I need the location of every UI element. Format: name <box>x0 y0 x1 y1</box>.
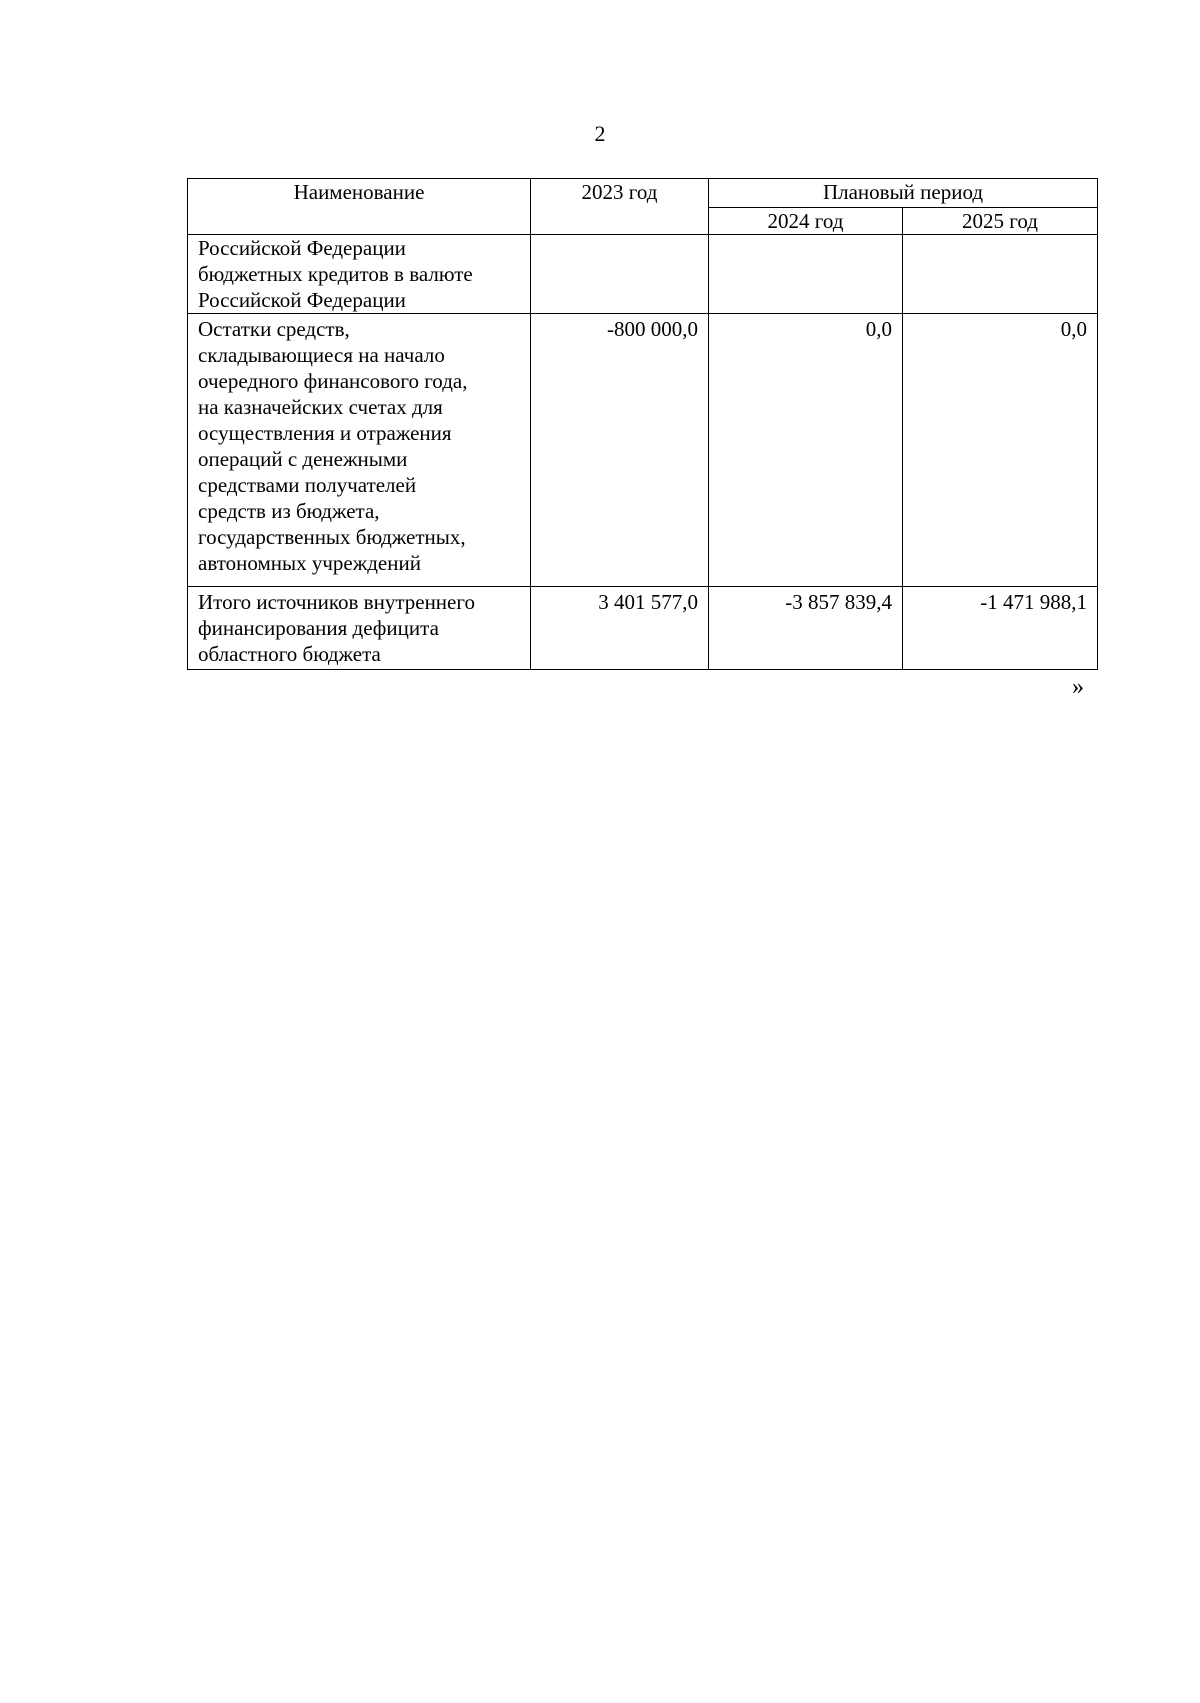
table-row <box>188 587 1098 670</box>
closing-quote: » <box>1072 674 1084 700</box>
value-2025: 0,0 <box>903 314 1098 587</box>
value-2025 <box>903 235 1098 314</box>
row-name-line: финансирования дефицита <box>198 616 439 640</box>
row-name-line: операций с денежными <box>198 447 408 471</box>
table-header-row <box>188 179 1098 208</box>
row-name-line: Итого источников внутреннего <box>198 590 475 614</box>
budget-sources-table <box>187 178 1098 670</box>
row-name-line: областного бюджета <box>198 642 381 666</box>
row-name-line: государственных бюджетных, <box>198 525 466 549</box>
value-2024: -3 857 839,4 <box>709 587 903 670</box>
row-name-line: Остатки средств, <box>198 317 350 341</box>
header-planned-period: Плановый период <box>709 179 1098 208</box>
table-row <box>188 235 1098 314</box>
row-name-line: складывающиеся на начало <box>198 343 445 367</box>
page-number: 2 <box>594 121 606 146</box>
value-2023 <box>531 235 709 314</box>
row-name-line: Российской Федерации <box>198 288 406 312</box>
header-year-2023: 2023 год <box>531 179 709 235</box>
table-row <box>188 314 1098 587</box>
row-name-cell <box>188 314 531 587</box>
row-name-line: бюджетных кредитов в валюте <box>198 262 473 286</box>
value-2024 <box>709 235 903 314</box>
row-name-line: осуществления и отражения <box>198 421 452 445</box>
value-2023: 3 401 577,0 <box>531 587 709 670</box>
header-year-2025: 2025 год <box>903 208 1098 235</box>
header-year-2024: 2024 год <box>709 208 903 235</box>
value-2025: -1 471 988,1 <box>903 587 1098 670</box>
value-2023: -800 000,0 <box>531 314 709 587</box>
row-name-cell <box>188 235 531 314</box>
row-name-line: на казначейских счетах для <box>198 395 443 419</box>
row-name-cell <box>188 587 531 670</box>
header-name: Наименование <box>188 179 531 235</box>
row-name-line: Российской Федерации <box>198 236 406 260</box>
row-name-line: автономных учреждений <box>198 551 421 575</box>
row-name-line: средствами получателей <box>198 473 417 497</box>
value-2024: 0,0 <box>709 314 903 587</box>
row-name-line: средств из бюджета, <box>198 499 380 523</box>
row-name-line: очередного финансового года, <box>198 369 468 393</box>
